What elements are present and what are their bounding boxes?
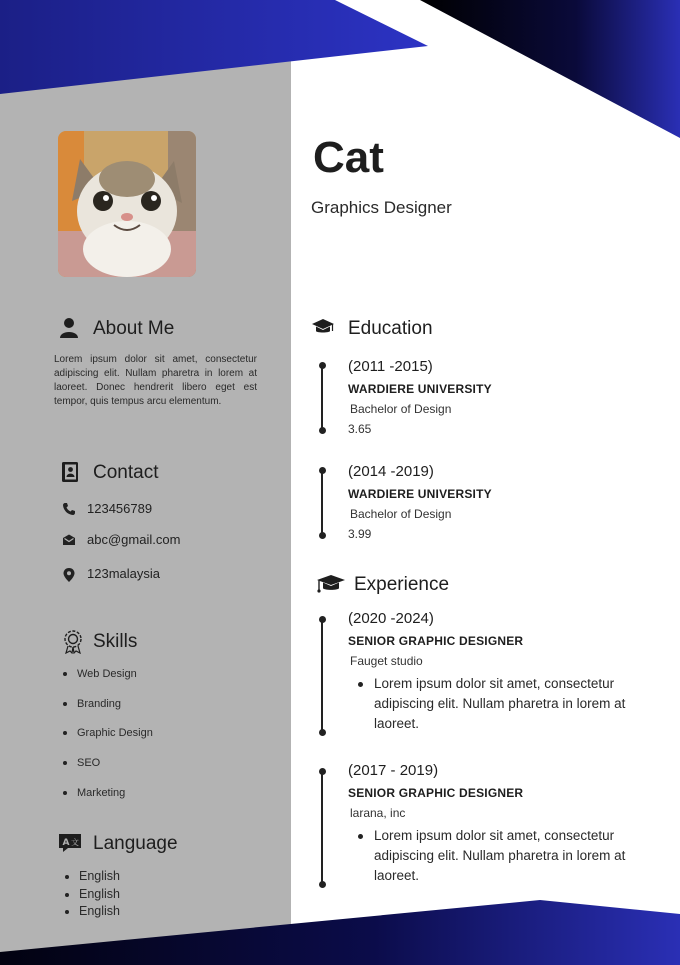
- education-date: (2011 -2015): [348, 358, 433, 375]
- timeline-dot: [319, 427, 326, 434]
- envelope-icon: [62, 533, 76, 547]
- timeline-line: [321, 772, 323, 884]
- skill-item: Web Design: [77, 666, 153, 696]
- timeline-dot: [319, 881, 326, 888]
- svg-text:文: 文: [71, 838, 79, 847]
- svg-text:A: A: [62, 838, 70, 848]
- contact-email-text: abc@gmail.com: [87, 532, 181, 547]
- translate-icon: [58, 833, 82, 853]
- timeline-dot: [319, 532, 326, 539]
- timeline-dot: [319, 729, 326, 736]
- contact-phone-text: 123456789: [87, 501, 153, 516]
- about-text: Lorem ipsum dolor sit amet, consectetur adipiscing elit. Nullam pharetra in lorem at laoreet. Donec hendrerit libero eget est tempor, quis tempus arcu elementum.: [54, 354, 257, 407]
- experience-title: Experience: [354, 574, 450, 595]
- person-icon: [58, 317, 80, 339]
- phone-icon: [62, 502, 76, 516]
- education-school: WARDIERE UNIVERSITY: [348, 487, 492, 501]
- timeline-line: [321, 620, 323, 732]
- language-title: Language: [93, 833, 178, 854]
- timeline-dot: [319, 362, 326, 369]
- education-title: Education: [348, 318, 433, 339]
- experience-position: SENIOR GRAPHIC DESIGNER: [348, 786, 524, 800]
- experience-date: (2017 - 2019): [348, 762, 439, 779]
- language-list: [79, 868, 120, 921]
- education-gpa: 3.65: [348, 422, 372, 436]
- timeline-line: [321, 471, 323, 535]
- contact-address-text: 123malaysia: [87, 566, 160, 581]
- language-item: English: [79, 903, 120, 921]
- contact-book-icon: [59, 461, 81, 483]
- location-pin-icon: [62, 567, 76, 583]
- experience-date: (2020 -2024): [348, 610, 434, 627]
- timeline-line: [321, 366, 323, 430]
- education-gpa: 3.99: [348, 527, 372, 541]
- language-item: English: [79, 886, 120, 904]
- education-date: (2014 -2019): [348, 463, 434, 480]
- experience-description: Lorem ipsum dolor sit amet, consectetur adipiscing elit. Nullam pharetra in lorem at laoreet.: [374, 826, 636, 886]
- about-title: About Me: [93, 318, 175, 339]
- language-item: English: [79, 868, 120, 886]
- timeline-dot: [319, 467, 326, 474]
- experience-company: Fauget studio: [350, 654, 423, 668]
- person-name: Cat: [313, 133, 384, 182]
- skill-item: Marketing: [77, 785, 153, 815]
- skill-item: Graphic Design: [77, 725, 153, 755]
- skills-title: Skills: [93, 631, 138, 652]
- profile-photo: [58, 131, 196, 277]
- graduation-cap-icon: [316, 574, 346, 596]
- education-degree: Bachelor of Design: [350, 507, 452, 521]
- skill-item: SEO: [77, 755, 153, 785]
- experience-company: larana, inc: [350, 806, 406, 820]
- experience-position: SENIOR GRAPHIC DESIGNER: [348, 634, 524, 648]
- gear-badge-icon: [61, 628, 85, 654]
- education-school: WARDIERE UNIVERSITY: [348, 382, 492, 396]
- skills-list: [77, 666, 153, 814]
- experience-description: Lorem ipsum dolor sit amet, consectetur adipiscing elit. Nullam pharetra in lorem at laoreet.: [374, 674, 636, 734]
- contact-title: Contact: [93, 462, 159, 483]
- timeline-dot: [319, 768, 326, 775]
- graduation-cap-icon: [311, 318, 335, 338]
- education-degree: Bachelor of Design: [350, 402, 452, 416]
- skill-item: Branding: [77, 696, 153, 726]
- timeline-dot: [319, 616, 326, 623]
- person-role: Graphics Designer: [311, 198, 452, 217]
- top-right-wedge: [420, 0, 680, 138]
